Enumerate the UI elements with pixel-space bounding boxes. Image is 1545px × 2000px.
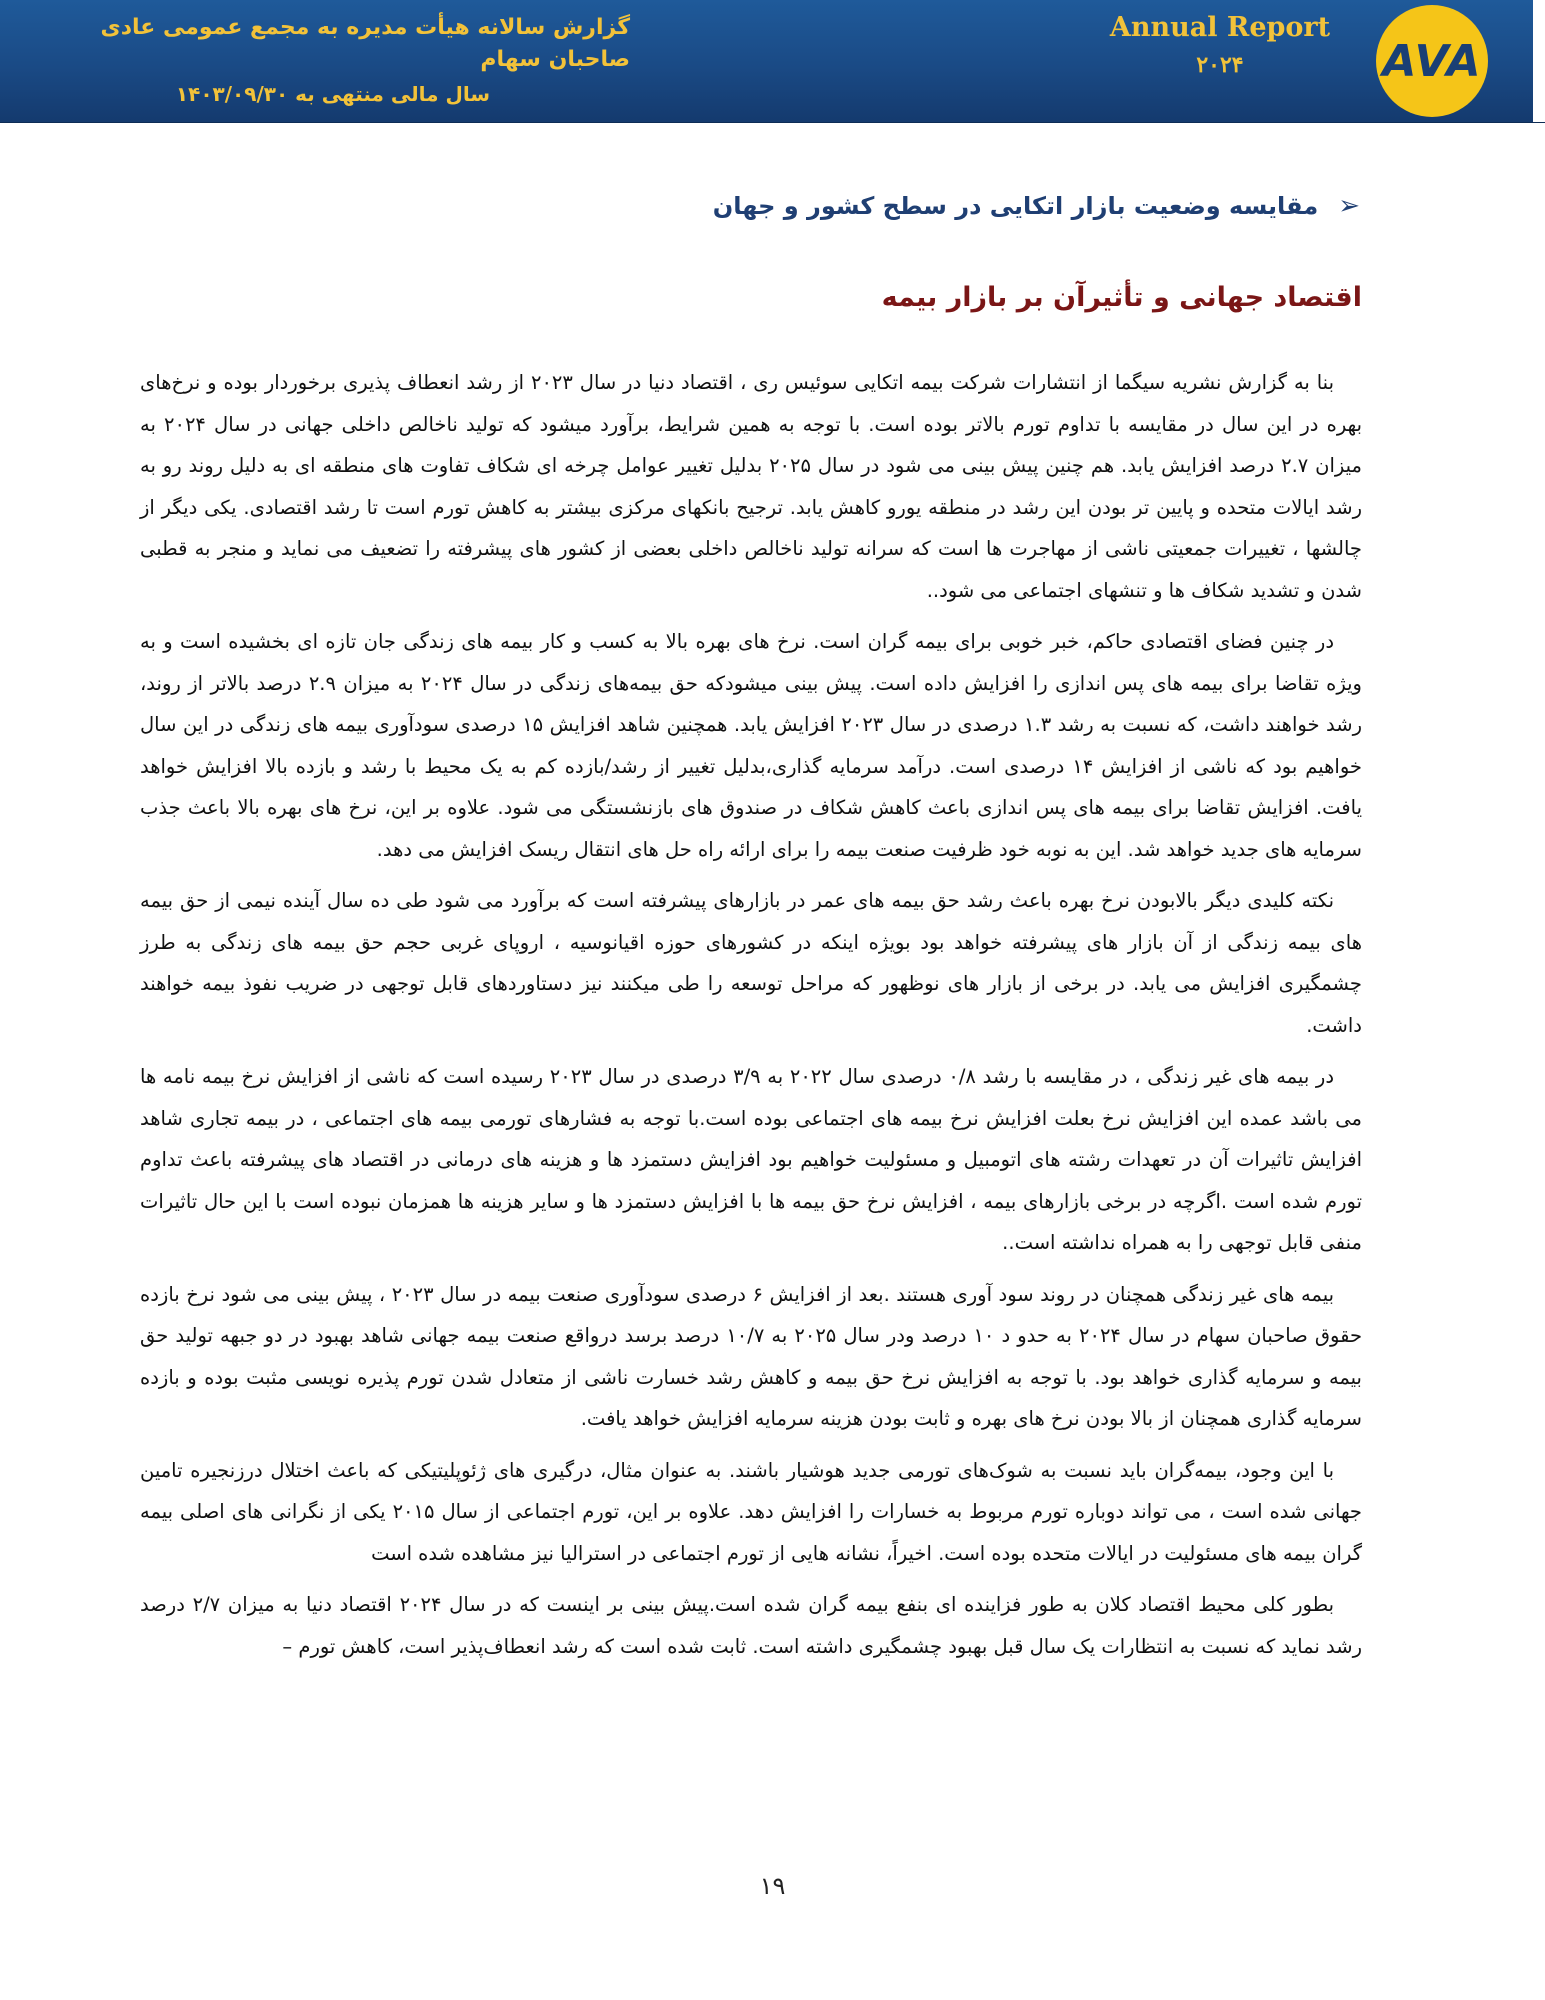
report-title-block [60,12,630,110]
article-heading: اقتصاد جهانی و تأثیرآن بر بازار بیمه [881,282,1362,313]
annual-report-label: Annual Report [1109,12,1331,43]
header-edge [1533,0,1545,122]
section-title-row [700,183,1360,229]
paragraph: بطور کلی محیط اقتصاد کلان به طور فزاینده ای بنفع بیمه گران شده است.پیش بینی بر اینست که در سال ۲۰۲۴ اقتصاد دنیا به میزان ۲/۷ درصد رشد نماید که نسبت به انتظارات یک سال قبل بهبود چشمگیری داشته است. ثابت شده است که رشد انعطاف‌پذیر است، کاهش تورم – [140,1593,1362,1658]
ava-logo [1376,5,1488,117]
annual-report-block [1080,10,1360,80]
paragraph: بنا به گزارش نشریه سیگما از انتشارات شرکت بیمه اتکایی سوئیس ری ، اقتصاد دنیا در سال ۲۰۲۳ از رشد انعطاف پذیری برخوردار بوده و نرخ‌های بهره در این سال در مقایسه با تداوم تورم بالاتر بوده است. با توجه به همین شرایط، برآورد میشود که تولید ناخالص داخلی جهانی در سال ۲۰۲۴ به میزان ۲.۷ درصد افزایش یابد. هم چنین پیش بینی می شود در سال ۲۰۲۵ بدلیل تغییر عوامل چرخه ای شکاف تفاوت های منطقه ای به دلیل روند رو به رشد ایالات متحده و پایین تر بودن این رشد در منطقه یورو کاهش یابد. ترجیح بانکهای مرکزی بیشتر به کاهش تورم است تا رشد اقتصادی. یکی دیگر از چالشها ، تغییرات جمعیتی ناشی از مهاجرت ها است که سرانه تولید ناخالص داخلی بعضی از کشور های پیشرفته را تضعیف می نماید و منجر به قطبی شدن و تشدید شکاف ها و تنشهای اجتماعی می شود.. [140,371,1363,602]
logo-text: AVA [1382,35,1482,87]
report-title: گزارش سالانه هیأت مدیره به مجمع عمومی عادی صاحبان سهام [100,15,630,72]
paragraph: در بیمه های غیر زندگی ، در مقایسه با رشد ۰/۸ درصدی سال ۲۰۲۲ به ۳/۹ درصدی در سال ۲۰۲۳ رسیده است که ناشی از افزایش نرخ بیمه نامه ها می باشد عمده این افزایش نرخ بعلت افزایش نرخ بیمه های اجتماعی بوده است.با توجه به فشارهای تورمی بیمه های اجتماعی ، در بیمه تجاری شاهد افزایش تاثیرات آن در تعهدات رشته های اتومبیل و مسئولیت خواهیم بود افزایش دستمزد ها و هزینه های درمانی در اقتصاد های پیشرفته باعث تداوم تورم شده است .اگرچه در برخی بازارهای بیمه ، افزایش نرخ حق بیمه ها با افزایش دستمزد ها و سایر هزینه ها همزمان نبوده است با این حال تاثیرات منفی قابل توجهی را به همراه نداشته است.. [140,1065,1362,1254]
report-header [0,0,1545,123]
paragraph: بیمه های غیر زندگی همچنان در روند سود آوری هستند .بعد از افزایش ۶ درصدی سودآوری صنعت بیمه در سال ۲۰۲۳ ، پیش بینی می شود نرخ بازده حقوق صاحبان سهام در سال ۲۰۲۴ به حدو د ۱۰ درصد ودر سال ۲۰۲۵ به ۱۰/۷ درصد برسد درواقع صنعت بیمه جهانی شاهد بهبود در دو جبهه تولید حق بیمه و سرمایه گذاری خواهد بود. با توجه به افزایش نرخ حق بیمه و کاهش رشد خسارت ناشی از متعادل شدن تورم پذیره نویسی مثبت بوده و بازده سرمایه گذاری همچنان از بالا بودن نرخ های بهره و ثابت بودن هزینه سرمایه افزایش خواهد یافت. [140,1282,1363,1430]
paragraph: در چنین فضای اقتصادی حاکم، خبر خوبی برای بیمه گران است. نرخ های بهره بالا به کسب و کار بیمه های زندگی جان تازه ای بخشیده است و به ویژه تقاضا برای بیمه های پس اندازی را افزایش داده است. پیش بینی میشودکه حق بیمه‌های زندگی در سال ۲۰۲۴ به میزان ۲.۹ درصد بالاتر از روند، رشد خواهند داشت، که نسبت به رشد ۱.۳ درصدی در سال ۲۰۲۳ افزایش یابد. همچنین شاهد افزایش ۱۵ درصدی سودآوری بیمه های زندگی در این سال خواهیم بود که ناشی از افزایش ۱۴ درصدی است. درآمد سرمایه گذاری،بدلیل تغییر از رشد/بازده کم به یک محیط با رشد و بازده بالا افزایش خواهد یافت. افزایش تقاضا برای بیمه های پس اندازی باعث کاهش شکاف در صندوق های بازنشستگی می شود. علاوه بر این، نرخ های بهره بالا باعث جذب سرمایه های جدید خواهد شد. این به نوبه خود ظرفیت صنعت بیمه را برای ارائه راه حل های انتقال ریسک افزایش می دهد. [140,630,1362,861]
page-number: ۱۹ [759,1872,786,1900]
paragraph: با این وجود، بیمه‌گران باید نسبت به شوک‌های تورمی جدید هوشیار باشند. به عنوان مثال، درگیری های ژئوپلیتیکی که باعث اختلال درزنجیره تامین جهانی شده است ، می تواند دوباره تورم مربوط به خسارات را افزایش دهد. علاوه بر این، تورم اجتماعی از سال ۲۰۱۵ یکی از نگرانی های اصلی بیمه گران بیمه های مسئولیت در ایالات متحده بوده است. اخیراً، نشانه هایی از تورم اجتماعی در استرالیا نیز مشاهده شده است [140,1458,1362,1565]
section-title: مقایسه وضعیت بازار اتکایی در سطح کشور و جهان [712,192,1319,220]
fiscal-year-subtitle: سال مالی منتهی به ۱۴۰۳/۰۹/۳۰ [175,82,490,106]
article-body [140,362,1362,1677]
arrow-bullet-icon: ➢ [1338,191,1360,221]
paragraph: نکته کلیدی دیگر بالابودن نرخ بهره باعث رشد حق بیمه های عمر در بازارهای پیشرفته است که برآورد می شود طی ده سال آینده نیمی از حق بیمه های بیمه زندگی از آن بازار های پیشرفته خواهد بود بویژه اینکه در کشورهای حوزه اقیانوسیه ، اروپای غربی حجم حق بیمه های زندگی به طرز چشمگیری افزایش می یابد. در برخی از بازار های نوظهور که مراحل توسعه را طی میکنند نیز دستاوردهای قابل توجهی در ضریب نفوذ بیمه خواهند داشت. [140,889,1362,1037]
report-year: ۲۰۲۴ [1196,52,1244,78]
